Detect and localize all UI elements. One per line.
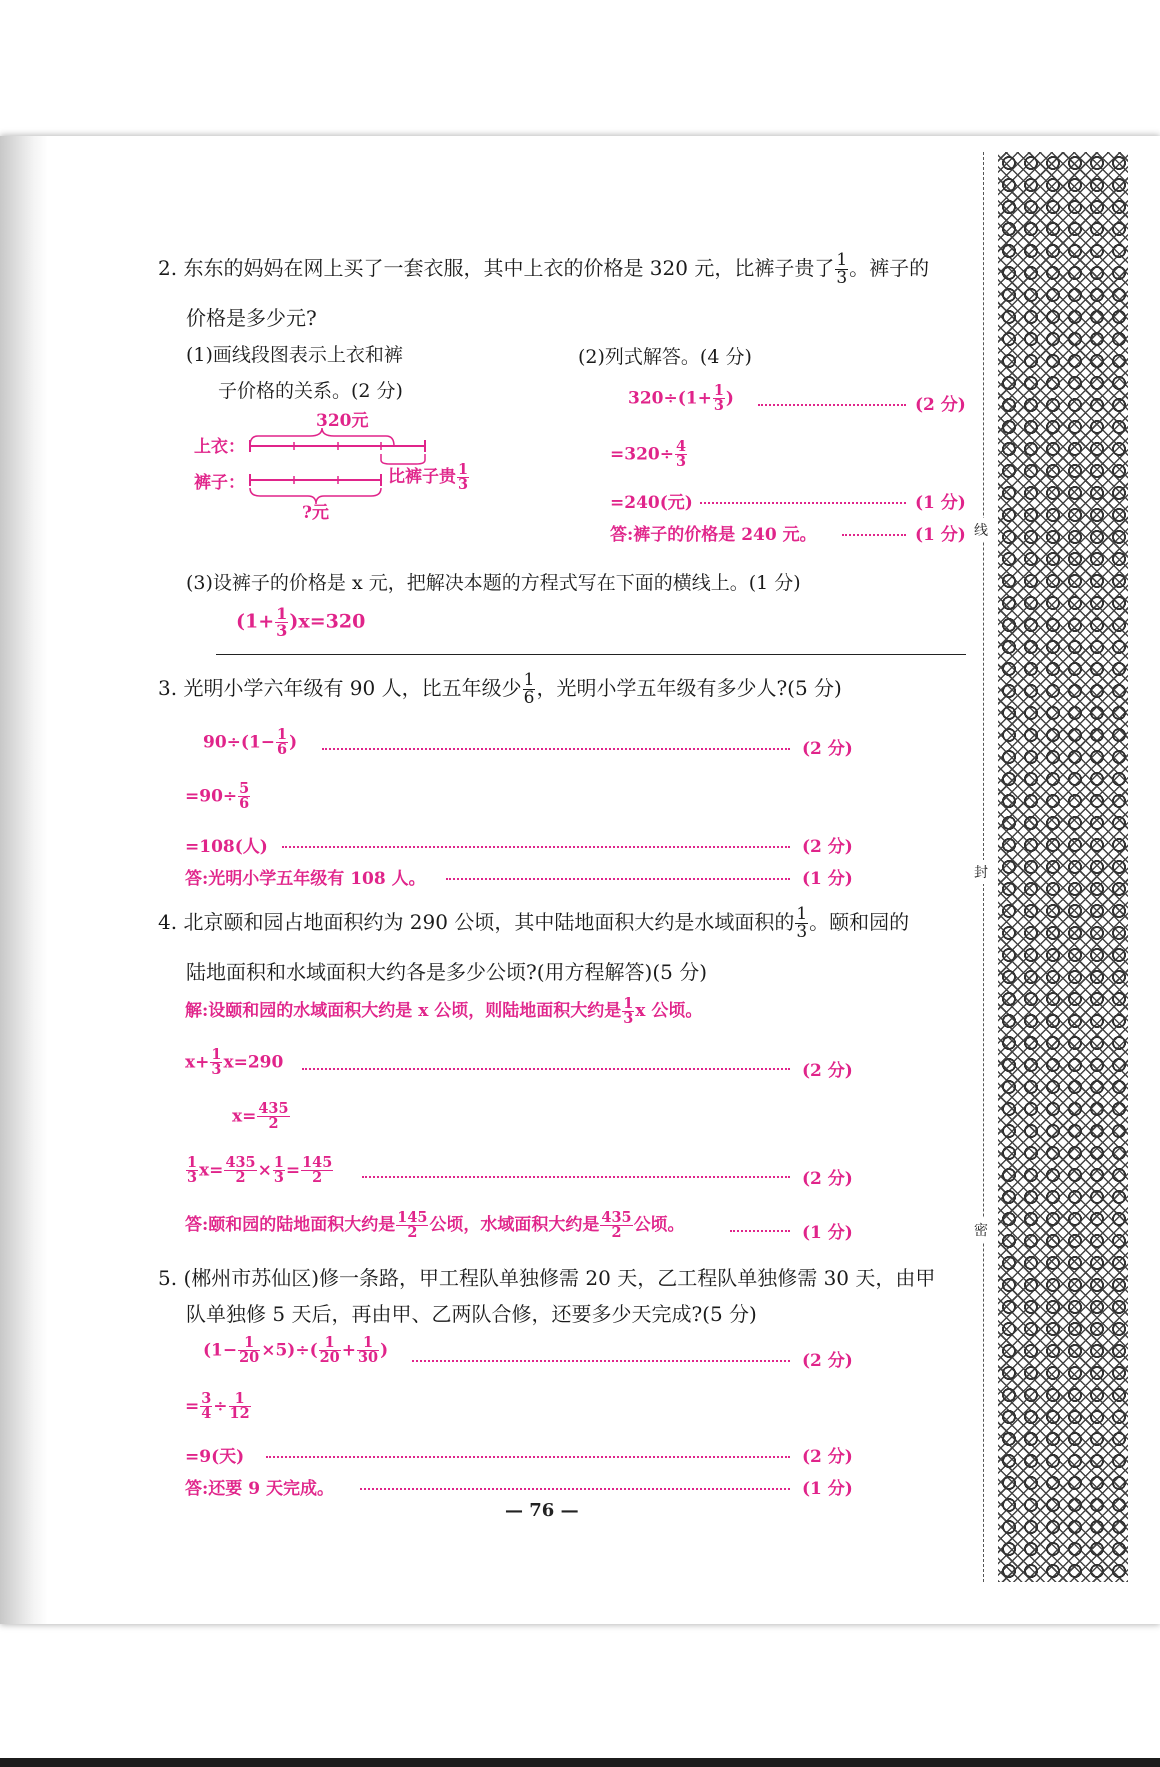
q5-text-line2: 队单独修 5 天后，再由甲、乙两队合修，还要多少天完成?(5 分) bbox=[186, 1302, 757, 1326]
q4-step1-score: (2 分) bbox=[802, 1061, 853, 1081]
q3-step1: 90÷(1− $\frac{1}{6}$ ) bbox=[203, 726, 298, 759]
q2-segment-diagram bbox=[190, 408, 480, 523]
q2-step3: =240(元) bbox=[610, 493, 693, 513]
bottom-bar bbox=[0, 1758, 1160, 1767]
q3-step1-score: (2 分) bbox=[802, 739, 853, 759]
q3-step3-dots bbox=[282, 846, 790, 848]
q2-part1-line1: (1)画线段图表示上衣和裤 bbox=[186, 344, 403, 366]
q4-text-line2: 陆地面积和水域面积大约各是多少公顷?(用方程解答)(5 分) bbox=[186, 960, 708, 984]
q2-diagram-total: 320元 bbox=[316, 411, 369, 431]
q3-step3-score: (2 分) bbox=[802, 837, 853, 857]
q5-step3: =9(天) bbox=[185, 1447, 245, 1467]
q2-part2-title: (2)列式解答。(4 分) bbox=[578, 346, 752, 368]
q2-step3-dots bbox=[700, 502, 906, 504]
q3-answer: 答:光明小学五年级有 108 人。 bbox=[185, 869, 426, 889]
q4-answer: 答:颐和园的陆地面积大约是 $\frac{145}{2}$ 公顷，水域面积大约是 $\frac{435}{2}$ 公顷。 bbox=[185, 1208, 685, 1241]
q2-text-line2: 价格是多少元? bbox=[186, 306, 317, 330]
page-fold-shadow bbox=[0, 136, 48, 1624]
q4-step1: x+ $\frac{1}{3}$ x=290 bbox=[185, 1046, 284, 1079]
q5-answer-dots bbox=[360, 1488, 790, 1490]
q5-answer-score: (1 分) bbox=[802, 1479, 853, 1499]
binding-char-2: 封 bbox=[974, 860, 988, 884]
q4-step3: $\frac{1}{3}$ x= $\frac{435}{2}$ × $\frac{1}{3}$ = $\frac{145}{2}$ bbox=[187, 1154, 333, 1187]
q4-step1-dots bbox=[302, 1068, 790, 1070]
q2-part3: (3)设裤子的价格是 x 元，把解决本题的方程式写在下面的横线上。(1 分) bbox=[186, 572, 801, 594]
q4-setup: 解:设颐和园的水域面积大约是 x 公顷，则陆地面积大约是 $\frac{1}{3}$ x 公顷。 bbox=[185, 994, 703, 1027]
q2-answer-dots bbox=[842, 534, 906, 536]
top-margin bbox=[0, 0, 1160, 136]
q2-part1-line2: 子价格的关系。(2 分) bbox=[218, 380, 403, 402]
q2-equation: (1+ $\frac{1}{3}$ )x=320 bbox=[236, 604, 366, 641]
q4-answer-score: (1 分) bbox=[802, 1223, 853, 1243]
q3-answer-score: (1 分) bbox=[802, 869, 853, 889]
q4-step3-dots bbox=[362, 1176, 790, 1178]
q5-text-line1: 5. (郴州市苏仙区)修一条路，甲工程队单独修需 20 天，乙工程队单独修需 30 天，由甲 bbox=[158, 1266, 936, 1290]
q5-step1-score: (2 分) bbox=[802, 1351, 853, 1371]
q3-text-line1: 3. 光明小学六年级有 90 人，比五年级少 $\frac{1}{6}$ ，光明小学五年级有多少人?(5 分) bbox=[158, 670, 842, 708]
q2-answer: 答:裤子的价格是 240 元。 bbox=[610, 525, 817, 545]
q3-step3: =108(人) bbox=[185, 837, 268, 857]
page-number: — 76 — bbox=[505, 1500, 579, 1521]
q3-answer-dots bbox=[446, 878, 790, 880]
q2-diagram-more-label: 比裤子贵 $\frac{1}{3}$ bbox=[388, 460, 469, 493]
q2-diagram-pants-label: 裤子： bbox=[194, 473, 245, 493]
q3-step2: =90÷ $\frac{5}{6}$ bbox=[185, 780, 250, 813]
q3-step1-dots bbox=[322, 748, 790, 750]
q2-answer-score: (1 分) bbox=[915, 525, 966, 545]
q5-step3-score: (2 分) bbox=[802, 1447, 853, 1467]
q2-step1-score: (2 分) bbox=[915, 395, 966, 415]
q5-step1-dots bbox=[412, 1360, 790, 1362]
decorative-border-pattern bbox=[998, 152, 1128, 1582]
q5-step3-dots bbox=[266, 1456, 790, 1458]
q2-diagram-shirt-label: 上衣： bbox=[194, 437, 245, 457]
q2-text-line1: 2. 东东的妈妈在网上买了一套衣服，其中上衣的价格是 320 元，比裤子贵了 $\frac{1}{3}$ 。裤子的 bbox=[158, 250, 930, 288]
binding-char-3: 密 bbox=[974, 1218, 988, 1242]
q2-diagram-unknown: ?元 bbox=[302, 503, 329, 523]
q5-step2: = $\frac{3}{4}$ ÷ $\frac{1}{12}$ bbox=[185, 1390, 250, 1423]
q5-step1: (1− $\frac{1}{20}$ ×5)÷( $\frac{1}{20}$ + $\frac{1}{30}$ ) bbox=[203, 1334, 389, 1367]
q2-step2: =320÷ $\frac{4}{3}$ bbox=[610, 438, 687, 471]
q2-step1-dots bbox=[758, 404, 906, 406]
q4-step3-score: (2 分) bbox=[802, 1169, 853, 1189]
q4-step2: x= $\frac{435}{2}$ bbox=[232, 1100, 289, 1133]
q4-answer-dots bbox=[730, 1230, 790, 1232]
q4-text-line1: 4. 北京颐和园占地面积约为 290 公顷，其中陆地面积大约是水域面积的 $\frac{1}{3}$ 。颐和园的 bbox=[158, 904, 910, 942]
q2-answer-line bbox=[216, 654, 966, 655]
q2-step1: 320÷(1+ $\frac{1}{3}$ ) bbox=[628, 382, 734, 415]
q2-step3-score: (1 分) bbox=[915, 493, 966, 513]
binding-char-1: 线 bbox=[974, 518, 988, 542]
q5-answer: 答:还要 9 天完成。 bbox=[185, 1479, 334, 1499]
